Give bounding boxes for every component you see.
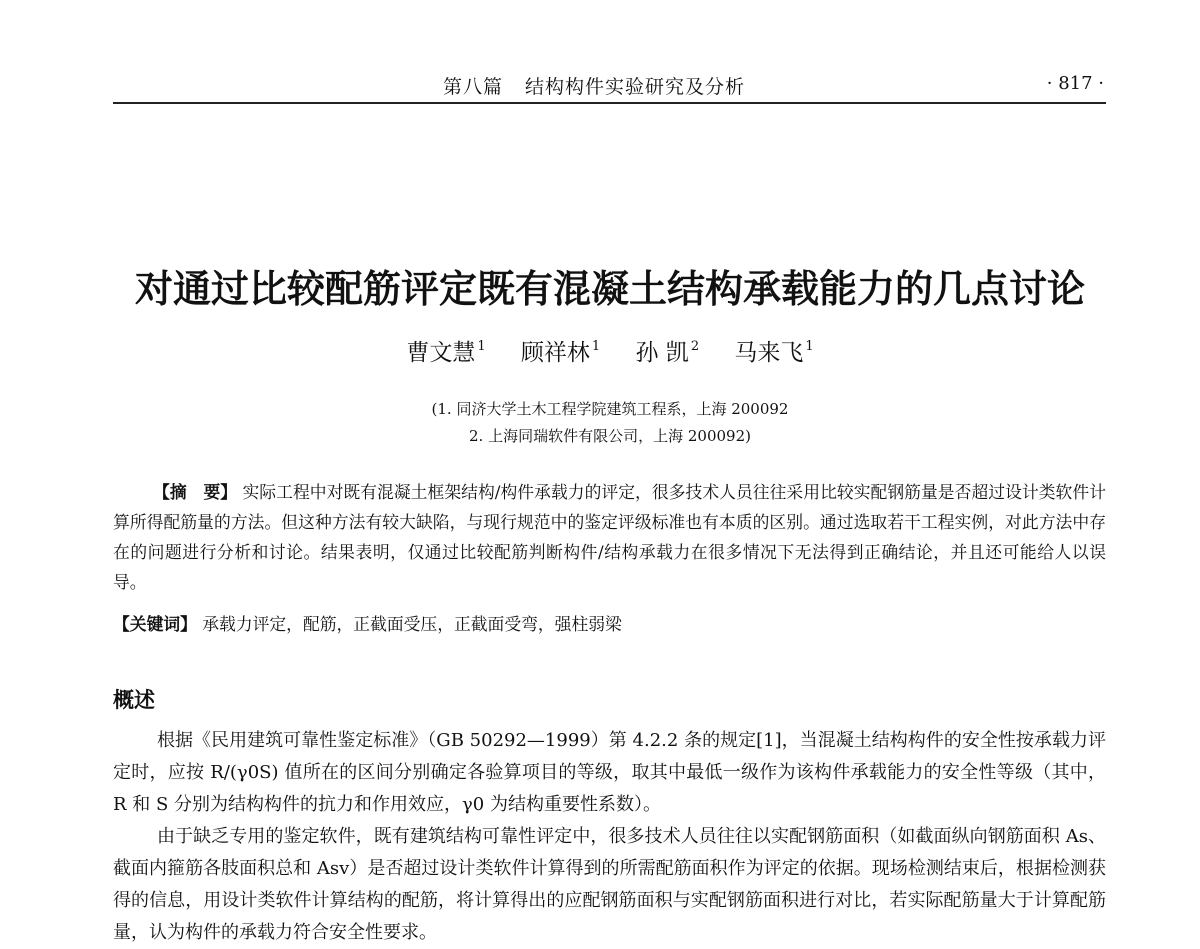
author-list: [300, 334, 920, 367]
running-header: [113, 66, 1106, 104]
author-affiliation-mark: 1: [477, 339, 486, 354]
chapter-heading: [443, 72, 745, 99]
affiliation-line: (1. 同济大学土木工程学院建筑工程系，上海 200092: [431, 400, 789, 418]
author-name: 顾祥林: [520, 340, 590, 366]
author: [406, 334, 485, 367]
chapter-part: 第八篇: [443, 76, 504, 98]
keywords-text: 承载力评定，配筋，正截面受压，正截面受弯，强柱弱梁: [202, 614, 622, 634]
section-heading: 概述: [113, 687, 155, 712]
author-name: 曹文慧: [406, 340, 476, 366]
author: [734, 334, 813, 367]
author-name: 孙 凯: [635, 340, 689, 366]
body-text: [113, 725, 1106, 949]
chapter-title: 结构构件实验研究及分析: [525, 76, 746, 98]
paragraph: 根据《民用建筑可靠性鉴定标准》（GB 50292—1999）第 4.2.2 条的规定[1]，当混凝土结构构件的安全性按承载力评定时，应按 R/(γ0S) 值所在的区间分别确定各验算项目的等级，取其中最低一级作为该构件承载能力的安全性等级（其中，R 和 S 分别为结构构件的抗力和作用效应，γ0 为结构重要性系数）。: [113, 730, 1106, 815]
affiliation-line: 2. 上海同瑞软件有限公司，上海 200092): [469, 427, 751, 445]
author-name: 马来飞: [734, 340, 804, 366]
author-affiliation-mark: 1: [591, 339, 601, 354]
author-affiliation-mark: 1: [805, 339, 814, 354]
abstract-label: 【摘 要】: [153, 482, 238, 502]
abstract: [113, 477, 1106, 597]
author-affiliation-mark: 2: [690, 339, 700, 354]
paper-title: 对通过比较配筋评定既有混凝土结构承载能力的几点讨论: [134, 266, 1085, 311]
author: [521, 334, 600, 367]
paragraph: 由于缺乏专用的鉴定软件，既有建筑结构可靠性评定中，很多技术人员往往以实配钢筋面积（如截面纵向钢筋面积 As、截面内箍筋各肢面积总和 Asv）是否超过设计类软件计算得到的所需配筋面积作为评定的依据。现场检测结束后，根据检测获得的信息，用设计类软件计算结构的配筋，将计算得出的应配钢筋面积与实配钢筋面积进行对比，若实际配筋量大于计算配筋量，认为构件的承载力符合安全性要求。: [113, 826, 1106, 943]
keywords-label: 【关键词】: [113, 614, 197, 634]
abstract-text: 实际工程中对既有混凝土框架结构/构件承载力的评定，很多技术人员往往采用比较实配钢筋量是否超过设计类软件计算所得配筋量的方法。但这种方法有较大缺陷，与现行规范中的鉴定评级标准也有本质的区别。通过选取若干工程实例，对此方法中存在的问题进行分析和讨论。结果表明，仅通过比较配筋判断构件/结构承载力在很多情况下无法得到正确结论，并且还可能给人以误导。: [113, 482, 1106, 592]
keywords: [113, 609, 1106, 639]
page-number: · 817 ·: [1046, 73, 1104, 94]
author: [636, 334, 700, 367]
